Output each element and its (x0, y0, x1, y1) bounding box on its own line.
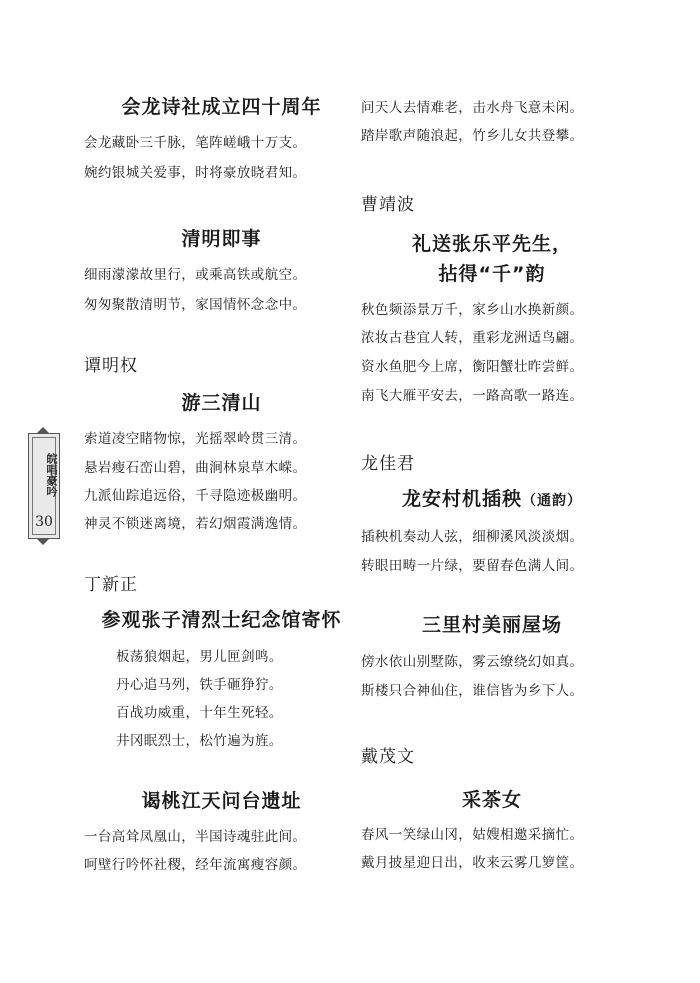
poem-line: 转眼田畴一片绿，要留春色满人间。 (361, 558, 584, 574)
author-name: 谭明权 (84, 356, 138, 376)
page-number: 30 (35, 514, 53, 530)
poem-line: 细雨濛濛故里行，或乘高铁或航空。 (84, 267, 307, 283)
poem-title-line-1: 礼送张乐平先生， (411, 233, 572, 255)
poem-line: 南飞大雁平安去，一路高歌一路连。 (361, 388, 584, 404)
poem-line: 会龙藏卧三千脉，笔阵嵯峨十万支。 (84, 135, 307, 151)
poem-line: 丹心追马列，铁手砸狰狞。 (116, 677, 283, 693)
poem-line: 秋色频添景万千，家乡山水换新颜。 (361, 302, 584, 318)
poem-line: 资水鱼肥今上席，衡阳蟹壮昨尝鲜。 (361, 359, 584, 375)
author-name: 丁新正 (84, 575, 138, 595)
poem-line: 春风一笑绿山冈，姑嫂相邀采摘忙。 (361, 827, 584, 843)
poem-line: 九派仙踪追远俗，千寻隐迹极幽明。 (84, 488, 307, 504)
poem-title-text: 龙安村机插秧 (401, 488, 522, 510)
poem-title: 会龙诗社成立四十周年 (121, 96, 322, 118)
poem-line: 神灵不锁迷离境，若幻烟霞满逸情。 (84, 516, 307, 532)
poem-title: 采茶女 (461, 789, 522, 811)
poem-line: 问天人去情难老，击水舟飞意未闲。 (361, 100, 584, 116)
poem-line: 踏岸歌声随浪起，竹乡儿女共登攀。 (361, 128, 584, 144)
poem-line: 傍水依山别墅陈，雾云缭绕幻如真。 (361, 654, 584, 670)
poem-title: 游三清山 (181, 392, 262, 414)
poem-title-note: （通韵） (522, 493, 582, 509)
poem-line: 婉约银城关爱事，时将豪放晓君知。 (84, 165, 307, 181)
poem-title: 谒桃江天问台遗址 (141, 790, 302, 812)
poem-line: 悬岩瘦石峦山碧，曲涧林泉草木嵘。 (84, 460, 307, 476)
poem-title: 清明即事 (181, 228, 262, 250)
side-tab (28, 433, 60, 539)
poem-line: 一台高耸凤凰山，半国诗魂驻此间。 (84, 829, 307, 845)
author-name: 曹靖波 (361, 195, 415, 215)
side-tab-label: 皖唱豪吟 (45, 453, 58, 497)
poem-line: 百战功威重，十年生死轻。 (116, 705, 283, 721)
author-name: 龙佳君 (361, 454, 415, 474)
side-tab-ornament-bottom (37, 539, 49, 545)
author-name: 戴茂文 (361, 747, 415, 767)
poem-line: 匆匆聚散清明节，家国情怀念念中。 (84, 297, 307, 313)
poem-line: 板荡狼烟起，男儿匣剑鸣。 (116, 649, 283, 665)
poem-line: 索道凌空睹物惊，光摇翠岭贯三清。 (84, 431, 307, 447)
poem-title: 三里村美丽屋场 (421, 614, 562, 636)
poem-line: 井冈眠烈士，松竹遍为旌。 (116, 733, 283, 749)
side-tab-ornament-top (37, 427, 49, 433)
poem-line: 呵壁行吟怀社稷，经年流寓瘦容颜。 (84, 857, 307, 873)
poem-line: 浓妆古巷宜人转，重彩龙洲适鸟翩。 (361, 330, 584, 346)
poem-line: 戴月披星迎日出，收来云雾几箩筐。 (361, 855, 584, 871)
poem-title-line-2: 拈得“千”韵 (438, 263, 546, 285)
poem-line: 插秧机奏动人弦，细柳溪风淡淡烟。 (361, 529, 584, 545)
poem-title: 参观张子清烈士纪念馆寄怀 (101, 609, 342, 631)
poem-title (361, 484, 623, 511)
poem-line: 斯楼只合神仙住，谁信皆为乡下人。 (361, 683, 584, 699)
